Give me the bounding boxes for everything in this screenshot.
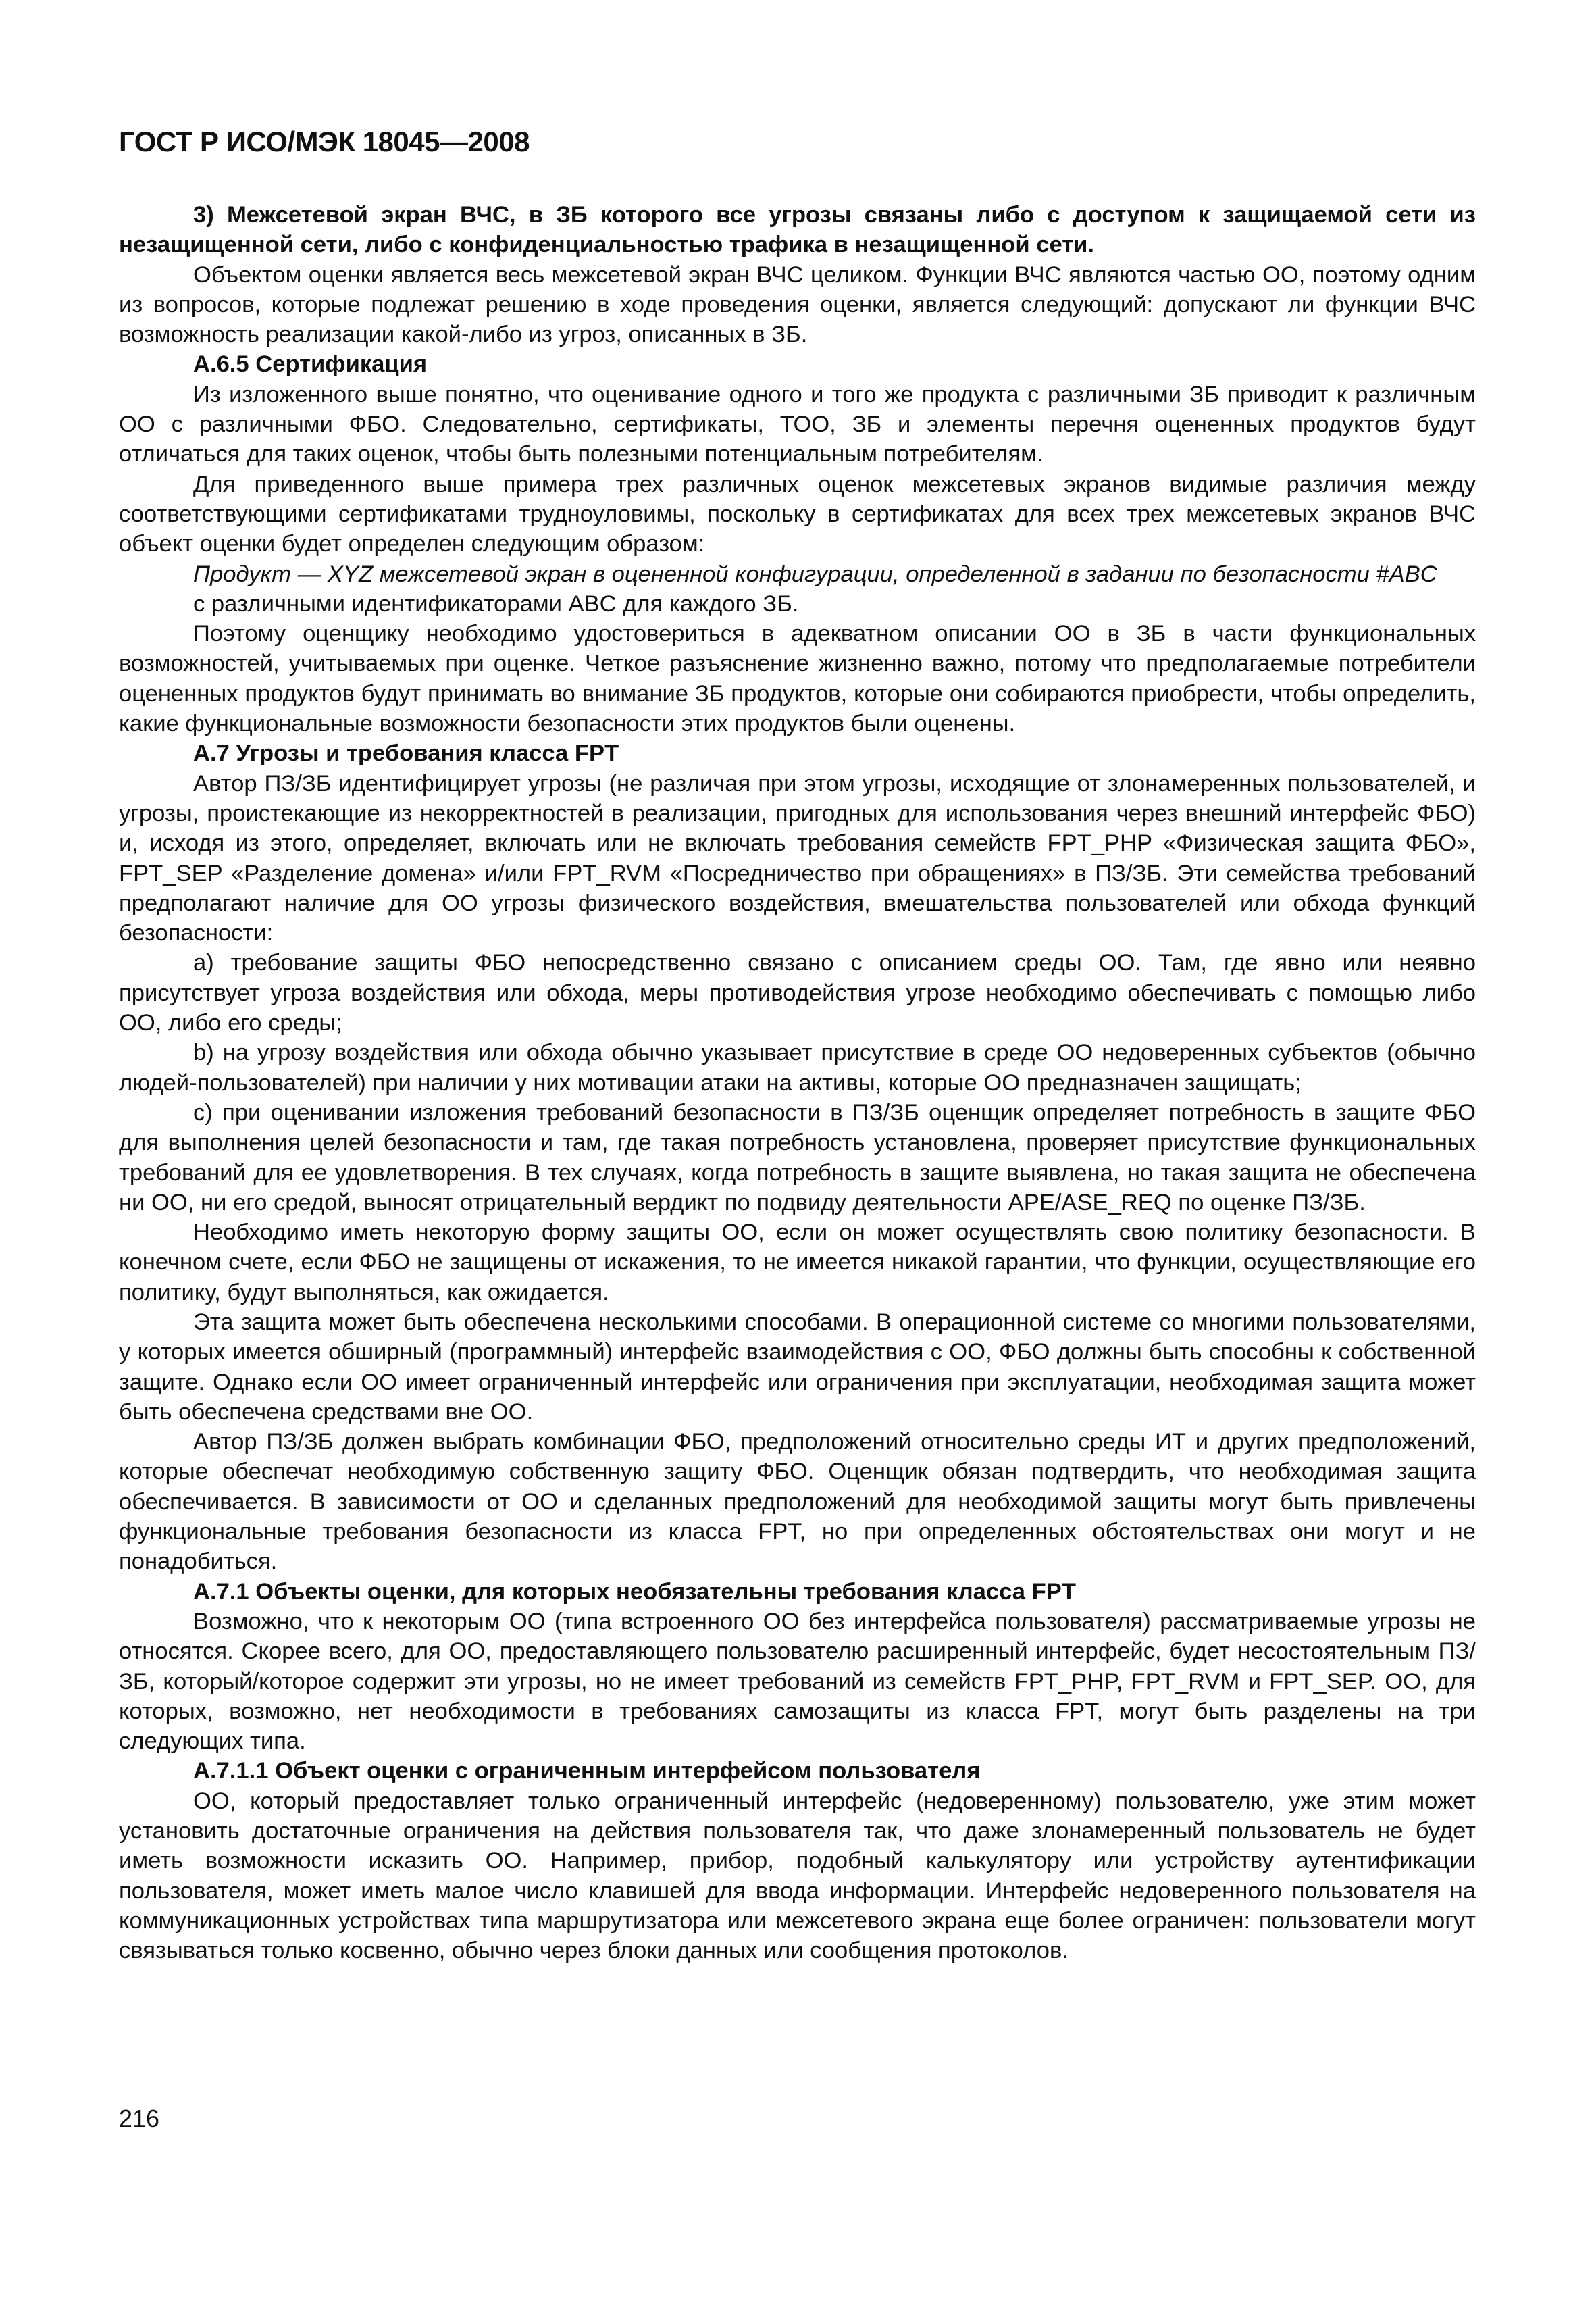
paragraph: Эта защита может быть обеспечена несколькими способами. В операционной системе со многими пользователями, у которых имеется обширный (программный) интерфейс взаимодействия с ОО, ФБО должны быть способны к собственной защите. Однако если ОО имеет ограниченный интерфейс или ограничения при эксплуатации, необходимая защита может быть обеспечена средствами вне ОО.	[119, 1309, 1476, 1425]
section-heading: А.7 Угрозы и требования класса FPT	[193, 740, 619, 767]
paragraph: Объектом оценки является весь межсетевой экран ВЧС целиком. Функции ВЧС являются частью ОО, поэтому одним из вопросов, которые подлежат решению в ходе проведения оценки, является следующий: допускают ли функции ВЧС возможность реализации какой-либо из угроз, описанных в ЗБ.	[119, 261, 1476, 348]
paragraph: Возможно, что к некоторым ОО (типа встроенного ОО без интерфейса пользователя) рассматриваемые угрозы не относятся. Скорее всего, для ОО, предоставляющего пользователю расширенный интерфейс, будет несостоятельным ПЗ/ЗБ, который/которое содержит эти угрозы, но не имеет требований из семейств FPT_PHP, FPT_RVM и FPT_SEP. ОО, для которых, возможно, нет необходимости в требованиях самозащиты из класса FPT, могут быть разделены на три следующих типа.	[119, 1608, 1476, 1755]
paragraph: с различными идентификаторами ABC для каждого ЗБ.	[193, 590, 799, 617]
paragraph-italic: Продукт — XYZ межсетевой экран в оцененной конфигурации, определенной в задании по безопасности #ABC	[193, 561, 1437, 587]
list-item: b) на угрозу воздействия или обхода обычно указывает присутствие в среде ОО недоверенных субъектов (обычно людей-пользователей) при наличии у них мотивации атаки на активы, которые ОО предназначен защищать;	[119, 1040, 1476, 1096]
paragraph: Автор ПЗ/ЗБ идентифицирует угрозы (не различая при этом угрозы, исходящие от злонамеренных пользователей, и угрозы, проистекающие из некорректностей в реализации, пригодных для использования через внешний интерфейс ФБО) и, исходя из этого, определяет, включать или не включать требования семейств FPT_PHP «Физическая защита ФБО», FPT_SEP «Разделение домена» и/или FPT_RVM «Посредничество при обращениях» в ПЗ/ЗБ. Эти семейства требований предполагают наличие для ОО угрозы физического воздействия, вмешательства пользователей или обхода функций безопасности:	[119, 770, 1476, 947]
section-heading: А.6.5 Сертификация	[193, 351, 428, 378]
paragraph: Поэтому оценщику необходимо удостовериться в адекватном описании ОО в ЗБ в части функциональных возможностей, учитываемых при оценке. Четкое разъяснение жизненно важно, потому что предполагаемые потребители оцененных продуктов будут принимать во внимание ЗБ продуктов, которые они собираются приобрести, чтобы определить, какие функциональные возможности безопасности этих продуктов были оценены.	[119, 621, 1476, 737]
section-heading: А.7.1 Объекты оценки, для которых необязательны требования класса FPT	[193, 1578, 1076, 1605]
paragraph: ОО, который предоставляет только ограниченный интерфейс (недоверенному) пользователю, уже этим может установить достаточные ограничения на действия пользователя так, что даже злонамеренный пользователь не будет иметь возможности исказить ОО. Например, прибор, подобный калькулятору или устройству аутентификации пользователя, может иметь малое число клавишей для ввода информации. Интерфейс недоверенного пользователя на коммуникационных устройствах типа маршрутизатора или межсетевого экрана еще более ограничен: пользователи могут связываться только косвенно, обычно через блоки данных или сообщения протоколов.	[119, 1788, 1476, 1964]
paragraph: Необходимо иметь некоторую форму защиты ОО, если он может осуществлять свою политику безопасности. В конечном счете, если ФБО не защищены от искажения, то не имеется никакой гарантии, что функции, осуществляющие его политику, будут выполняться, как ожидается.	[119, 1219, 1476, 1305]
paragraph: 3) Межсетевой экран ВЧС, в ЗБ которого все угрозы связаны либо с доступом к защищаемой сети из незащищенной сети, либо с конфиденциальностью трафика в незащищенной сети.	[119, 202, 1476, 258]
document-header: ГОСТ Р ИСО/МЭК 18045—2008	[119, 126, 530, 157]
list-item: с) при оценивании изложения требований безопасности в ПЗ/ЗБ оценщик определяет потребность в защите ФБО для выполнения целей безопасности и там, где такая потребность установлена, проверяет присутствие функциональных требований для ее удовлетворения. В тех случаях, когда потребность в защите выявлена, но такая защита не обеспечена ни ОО, ни его средой, выносят отрицательный вердикт по подвиду деятельности APE/ASE_REQ по оценке ПЗ/ЗБ.	[119, 1099, 1476, 1215]
paragraph: Из изложенного выше понятно, что оценивание одного и того же продукта с различными ЗБ приводит к различным ОО с различными ФБО. Следовательно, сертификаты, ТОО, ЗБ и элементы перечня оцененных продуктов будут отличаться для таких оценок, чтобы быть полезными потенциальным потребителям.	[119, 381, 1476, 468]
page-number: 216	[119, 2105, 160, 2132]
document-body	[119, 200, 1476, 1966]
paragraph: Автор ПЗ/ЗБ должен выбрать комбинации ФБО, предположений относительно среды ИТ и других предположений, которые обеспечат необходимую собственную защиту ФБО. Оценщик обязан подтвердить, что необходимая защита обеспечивается. В зависимости от ОО и сделанных предположений для необходимой защиты могут быть привлечены функциональные требования безопасности из класса FPT, но при определенных обстоятельствах они могут и не понадобиться.	[119, 1429, 1476, 1575]
list-item: а) требование защиты ФБО непосредственно связано с описанием среды ОО. Там, где явно или неявно присутствует угроза воздействия или обхода, меры противодействия угрозе необходимо обеспечивать с помощью либо ОО, либо его среды;	[119, 950, 1476, 1036]
paragraph: Для приведенного выше примера трех различных оценок межсетевых экранов видимые различия между соответствующими сертификатами трудноуловимы, поскольку в сертификатах для всех трех межсетевых экранов ВЧС объект оценки будет определен следующим образом:	[119, 471, 1476, 557]
section-heading: А.7.1.1 Объект оценки с ограниченным интерфейсом пользователя	[193, 1758, 981, 1784]
